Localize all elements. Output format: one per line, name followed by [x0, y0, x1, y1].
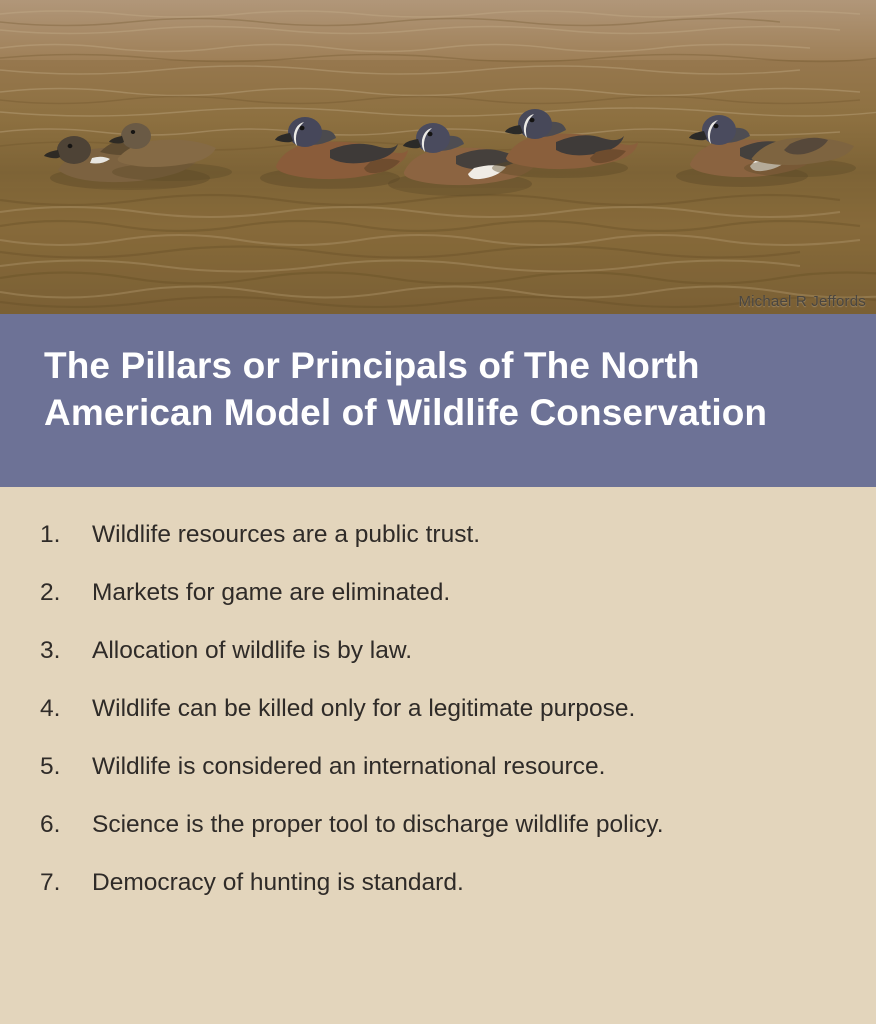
header-photo	[0, 0, 876, 314]
photo-credit: Michael R Jeffords	[738, 293, 866, 310]
list-item-number: 2.	[40, 579, 61, 606]
list-item	[40, 521, 836, 549]
list-item-text: Wildlife resources are a public trust.	[92, 521, 481, 548]
list-item-number: 4.	[40, 695, 61, 722]
list-item-text: Allocation of wildlife is by law.	[92, 637, 413, 664]
page-title: The Pillars or Principals of The North American Model of Wildlife Conservation	[44, 345, 768, 434]
list-item-text: Markets for game are eliminated.	[92, 579, 451, 606]
list-item-text: Wildlife can be killed only for a legitimate purpose.	[92, 695, 636, 722]
list-item-number: 5.	[40, 753, 61, 780]
list-item	[40, 637, 836, 665]
pillars-list-area	[0, 487, 876, 1024]
list-item	[40, 869, 836, 897]
list-item	[40, 811, 836, 839]
list-item	[40, 753, 836, 781]
list-item-text: Democracy of hunting is standard.	[92, 869, 464, 896]
list-item	[40, 695, 836, 723]
list-item-text: Science is the proper tool to discharge wildlife policy.	[92, 811, 664, 838]
list-item-number: 6.	[40, 811, 61, 838]
list-item-number: 1.	[40, 521, 61, 548]
list-item-text: Wildlife is considered an international resource.	[92, 753, 606, 780]
pillars-list	[40, 521, 836, 897]
list-item-number: 7.	[40, 869, 61, 896]
list-item-number: 3.	[40, 637, 61, 664]
list-item	[40, 579, 836, 607]
duck-pond-illustration	[0, 0, 876, 314]
title-band	[0, 314, 876, 487]
